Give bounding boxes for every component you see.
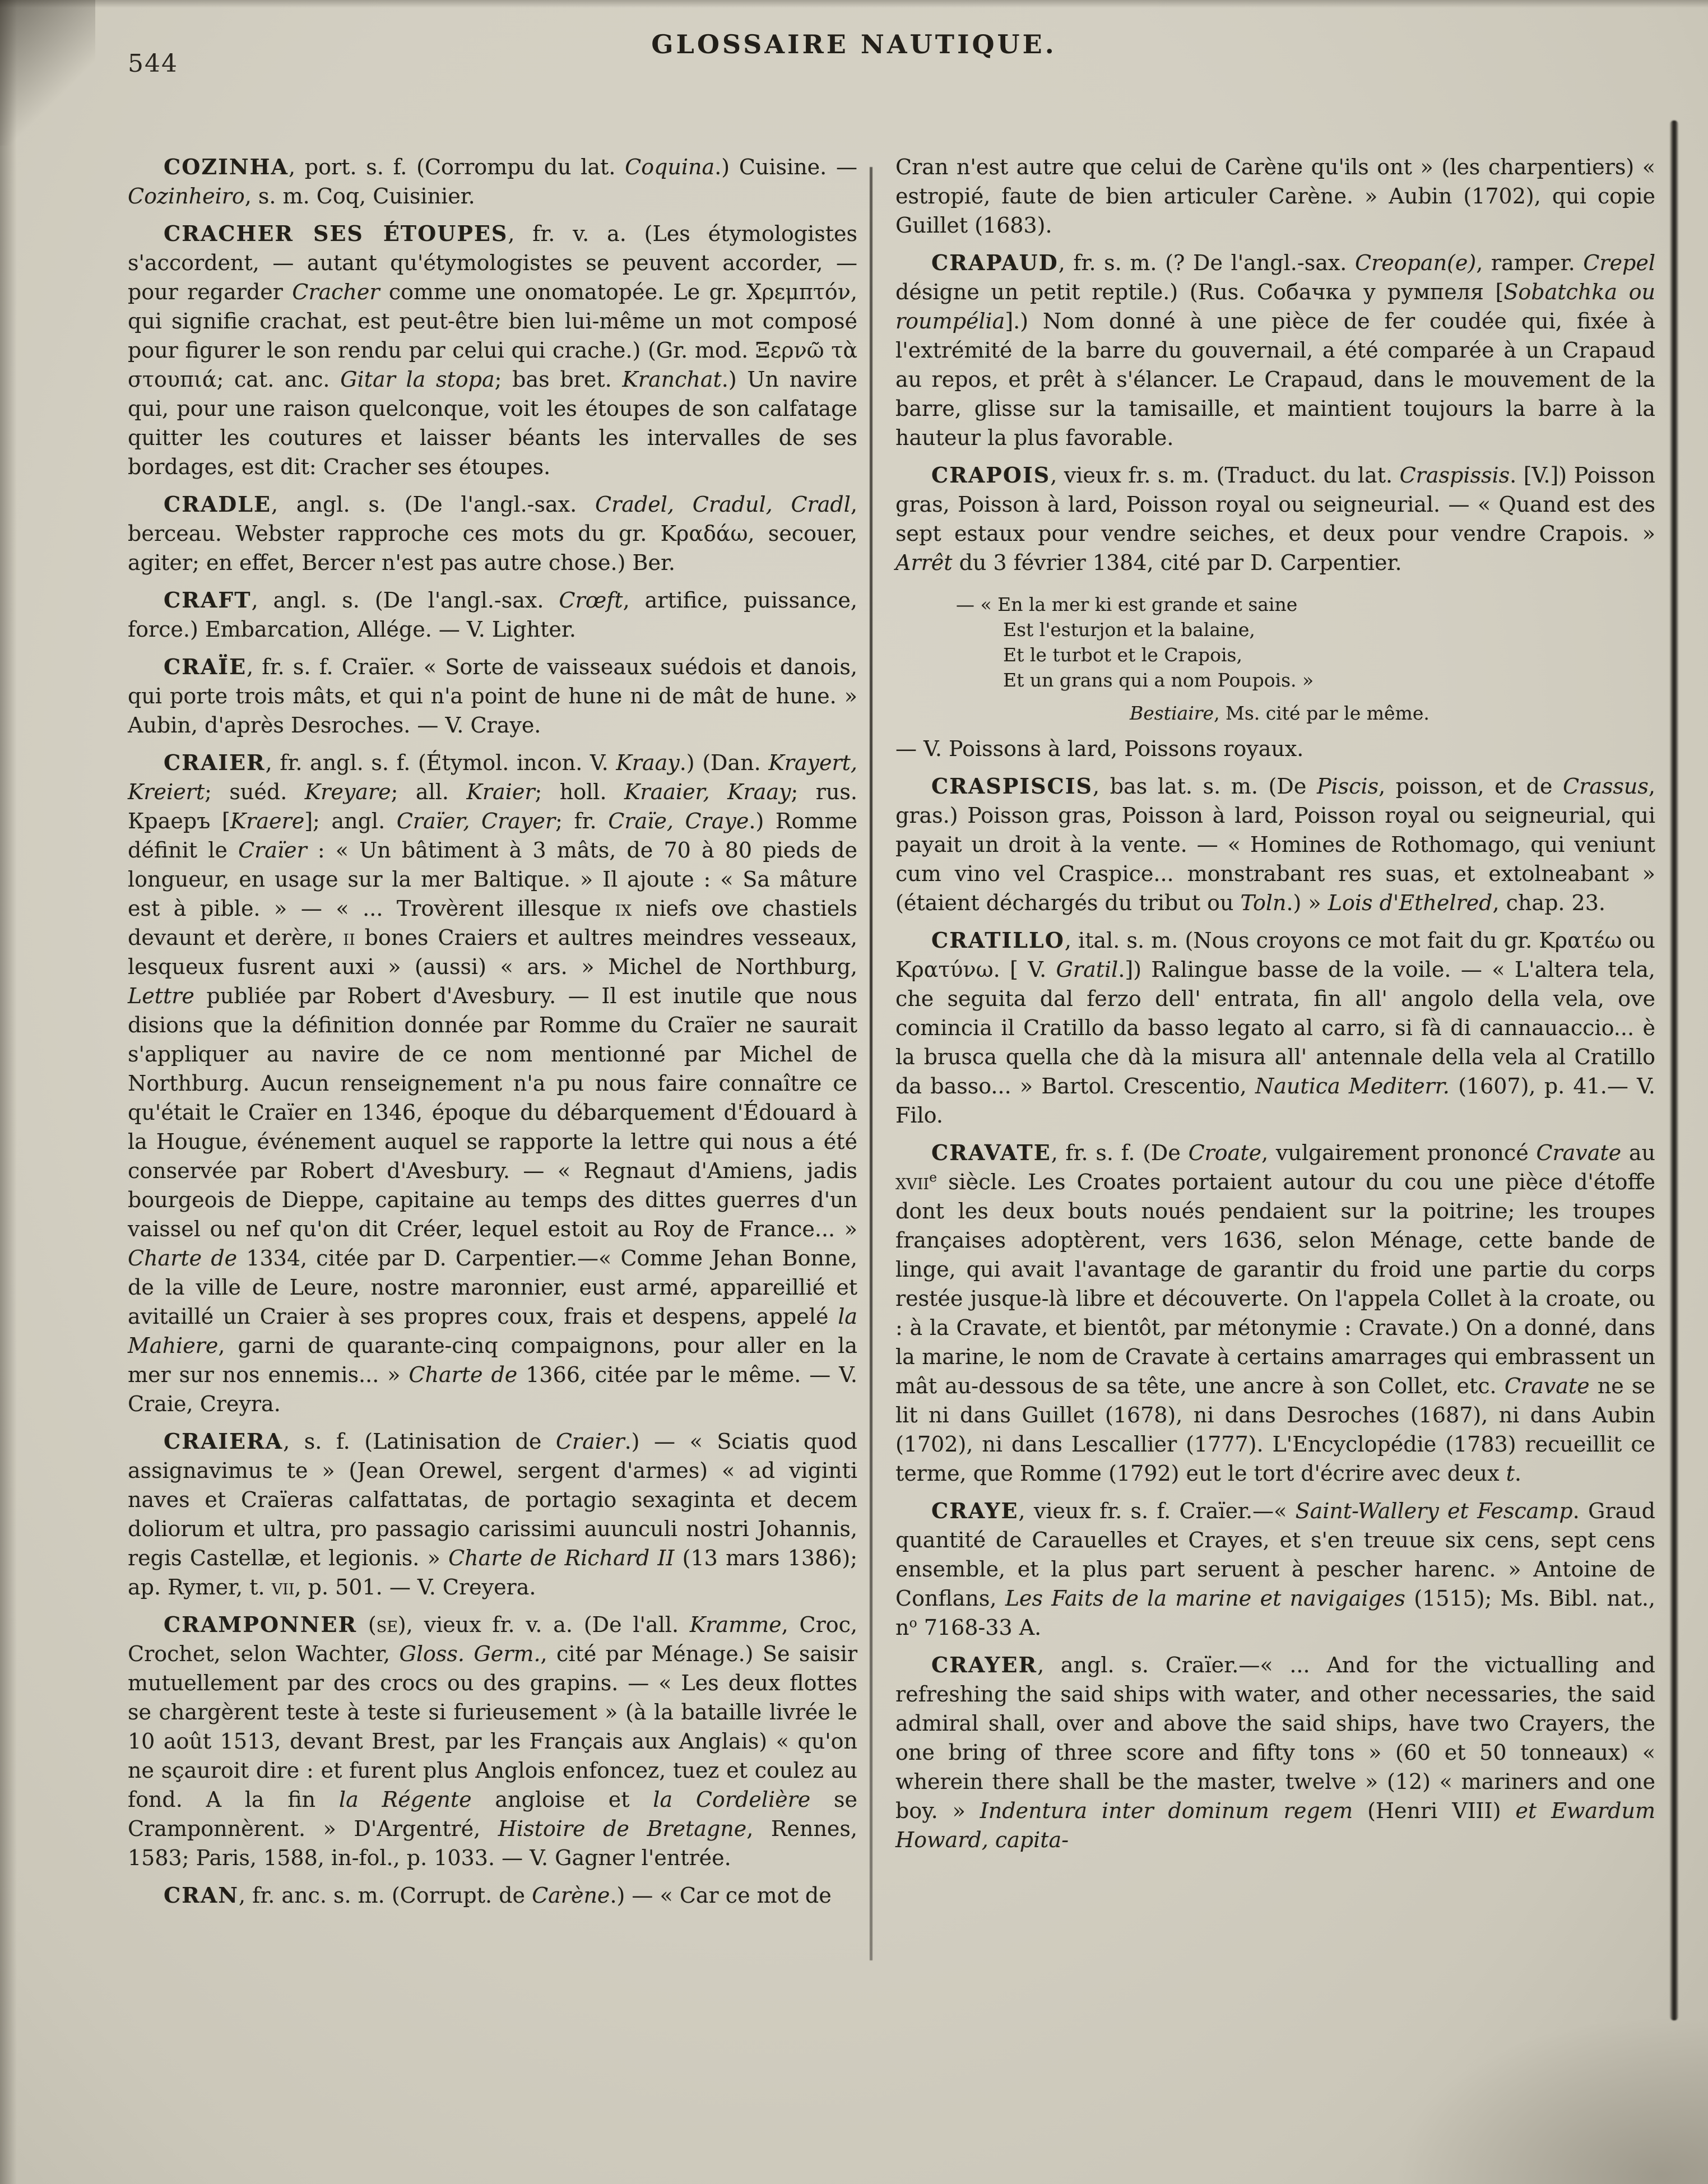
entry-cradle <box>128 490 857 577</box>
text-segment: publiée par Robert d'Avesbury. — Il est inutile que nous disions que la définition donnée par Romme du Craïer ne saurait s'appliquer au navire de ce nom mentionné par Michel de Northburg. Aucun renseignement n'a pu nous faire connaître ce qu'était le Craïer en 1346, époque du débarquement d'Édouard à la Hougue, événement auquel se rapporte la lettre qui nous a été conservée par Robert d'Avesbury. — « Regnaut d'Amiens, jadis bourgeois de Dieppe, capitaine au temps des dittes guerres d'un vaissel ou nef qu'on dit Créer, lequel estoit au Roy de France... » <box>128 984 857 1241</box>
page-top-shadow <box>0 0 1708 8</box>
entry-paragraph <box>895 1496 1655 1642</box>
entry-paragraph <box>128 1610 857 1872</box>
text-segment: , s. m. Coq, Cuisinier. <box>244 184 475 208</box>
entry-paragraph <box>128 219 857 481</box>
text-segment: e <box>929 1169 937 1185</box>
headword: CRAVATE <box>931 1140 1051 1165</box>
text-segment: , fr. s. f. Craïer. « Sorte de vaisseaux suédois et danois, qui porte trois mâts, et qui n'a point de hune ni de mât de hune. » Aubin, d'après Desroches. — V. Craye. <box>128 655 857 738</box>
text-segment: , Croc, Crochet, selon Wachter, <box>128 1612 857 1666</box>
text-segment: , fr. angl. s. f. (Étymol. incon. V. <box>265 750 616 775</box>
page-bottom-right-blotch <box>1394 2016 1708 2184</box>
text-segment: ne se lit ni dans Guillet (1678), ni dans Desroches (1687), ni dans Aubin (1702), ni dans Lescallier (1777). L'Encyclopédie (1783) recueillit ce terme, que Romme (1792) eut le tort d'écrire avec deux <box>895 1374 1656 1486</box>
entry-paragraph <box>128 586 857 644</box>
text-segment: ( <box>357 1612 377 1637</box>
text-segment: .) Un navire qui, pour une raison quelconque, voit les étoupes de son calfatage quitter les coutures et laisser béants les intervalles de ses bordages, est dit: Cracher ses étoupes. <box>128 367 858 479</box>
text-segment: Kraier <box>466 780 535 804</box>
text-segment: Gloss. Germ. <box>399 1642 541 1666</box>
text-segment: Sobatchka ou roumpélia <box>895 280 1655 333</box>
headword: CRAPAUD <box>931 250 1059 275</box>
text-segment: Charte de Richard II <box>448 1546 675 1570</box>
text-segment: Creopan(e) <box>1355 251 1477 275</box>
entry-crapois-see-also <box>895 734 1655 763</box>
text-segment: désigne un petit reptile.) (Rus. Собачка у румпеля [ <box>895 280 1504 304</box>
entry-paragraph <box>128 748 857 1418</box>
text-segment: Cravate <box>1504 1374 1590 1398</box>
text-segment: Craïer, Crayer <box>396 809 556 833</box>
text-segment: Cracher <box>292 280 380 304</box>
verse-line: Et le turbot et le Crapois, <box>1003 644 1242 666</box>
headword: CRADLE <box>164 491 271 517</box>
text-segment: , vieux fr. s. f. Craïer.—« <box>1018 1499 1296 1523</box>
text-segment: 1366, citée par le même. — V. Craie, Creyra. <box>128 1362 858 1416</box>
text-segment: . Graud quantité de Carauelles et Crayes, et s'en treuue six cens, sept cens ensemble, et la plus part seruent à pescher harenc. » Antoine de Conflans, <box>895 1499 1655 1611</box>
entry-craie <box>128 652 857 740</box>
text-segment: Kranchat <box>622 367 722 392</box>
text-segment: ]; angl. <box>304 809 397 833</box>
text-segment: , poisson, et de <box>1379 774 1563 799</box>
verse-attribution <box>1130 701 1655 726</box>
text-segment: Craïe, Craye <box>608 809 749 833</box>
entry-paragraph <box>895 926 1655 1130</box>
text-segment: Piscis <box>1316 774 1379 799</box>
text-segment: se <box>376 1612 398 1637</box>
headword: CRAFT <box>164 587 252 613</box>
text-segment: Kraay <box>616 750 680 775</box>
text-segment: , Ms. cité par le même. <box>1214 702 1429 724</box>
headword: CRAIERA <box>164 1429 284 1454</box>
text-segment: .) (Dan. <box>679 750 769 775</box>
text-segment: , angl. s. (De l'angl.-sax. <box>251 588 559 613</box>
text-segment: ix <box>615 896 632 921</box>
entry-paragraph <box>895 734 1655 763</box>
text-segment: 7168-33 A. <box>917 1615 1042 1640</box>
text-segment: , angl. s. (De l'angl.-sax. <box>271 492 595 517</box>
entry-paragraph <box>128 152 857 211</box>
text-segment: Krayert, Kreiert <box>128 750 857 804</box>
entry-crayer <box>895 1650 1655 1854</box>
verse-line: — « En la mer ki est grande et saine <box>956 593 1298 615</box>
text-segment: comme une onomatopée. Le gr. Χρεμπτόν, qui signifie crachat, est peut-être bien lui-même un mot composé pour figurer le son rendu par celui qui crache.) (Gr. mod. Ξερνῶ τὰ στουπιά; cat. anc. <box>128 280 857 392</box>
text-segment: , artifice, puissance, force.) Embarcation, Allége. — V. Lighter. <box>128 588 857 642</box>
text-segment: Craïer <box>238 838 307 863</box>
text-segment: , ramper. <box>1476 251 1584 275</box>
text-segment: Cozinheiro <box>128 184 245 208</box>
entry-cramponner <box>128 1610 857 1872</box>
text-segment: vii <box>271 1575 295 1599</box>
text-segment: , Rennes, 1583; Paris, 1588, in-fol., p. 1033. — V. Gagner l'entrée. <box>128 1816 857 1870</box>
text-segment: Cravate <box>1536 1140 1622 1165</box>
entry-cratillo <box>895 926 1655 1130</box>
text-segment: (1515); Ms. Bibl. nat., n <box>895 1586 1655 1640</box>
text-segment: ; bas bret. <box>494 367 623 392</box>
verse-line: Et un grans qui a nom Poupois. » <box>1003 669 1314 691</box>
text-segment: ; holl. <box>535 780 625 804</box>
text-segment: Cran n'est autre que celui de Carène qu'ils ont » (les charpentiers) « estropié, faute de bien articuler Carène. » Aubin (1702), qui copie Guillet (1683). <box>895 155 1655 238</box>
headword: CRAYER <box>931 1652 1038 1677</box>
text-segment: , fr. s. f. (De <box>1051 1140 1189 1165</box>
entry-paragraph <box>895 1138 1655 1488</box>
text-segment: t <box>1506 1461 1515 1486</box>
text-segment: ii <box>343 925 355 950</box>
entry-crapaud <box>895 248 1655 452</box>
text-segment: Craier <box>555 1429 625 1454</box>
text-segment: Kraere <box>230 809 305 833</box>
entry-paragraph <box>895 152 1655 240</box>
text-segment: ; fr. <box>555 809 609 833</box>
left-column <box>128 152 857 1910</box>
entry-paragraph <box>895 772 1655 917</box>
headword: CRAPOIS <box>931 462 1051 488</box>
headword: CRAYE <box>931 1498 1019 1523</box>
entry-cracher-ses-etoupes <box>128 219 857 481</box>
verse-line: Est l'esturjon et la balaine, <box>1003 619 1255 641</box>
text-segment: , gras.) Poisson gras, Poisson à lard, Poisson royal ou seigneurial, qui payait un droit à la vente. — « Homines de Rothomago, qui veniunt cum vino vel Craspice... monstrabant res suas, et extolneabant » (étaient déchargés du tribut ou <box>895 774 1655 915</box>
entry-paragraph <box>895 461 1655 577</box>
text-segment: Arrêt <box>895 550 953 575</box>
text-segment: Crassus <box>1563 774 1649 799</box>
text-segment: ].) Nom donné à une pièce de fer coudée qui, fixée à l'extrémité de la barre du gouvernail, a été comparée à un Crapaud au repos, et prêt à s'élancer. Le Crapaud, dans le mouvement de la barre, glisse sur la tamisaille, et maintient toujours la barre à la hauteur la plus favorable. <box>895 309 1655 450</box>
text-segment: (Henri VIII) <box>1353 1798 1516 1823</box>
text-segment: .) » <box>1286 891 1328 915</box>
text-segment: , fr. v. a. (Les étymologistes s'accordent, — autant qu'étymologistes se peuvent accorder, — pour regarder <box>128 221 857 304</box>
text-segment: , angl. s. Craïer.—« ... And for the victualling and refreshing the said ships with water, and other necessaries, the said admiral shall, over and above the said ships, have two Crayers, the one bring of three score and fifty tons » (60 et 50 tonneaux) « wherein there shall be the master, twelve » (12) « mariners and one boy. » <box>895 1653 1655 1823</box>
entry-cran-continuation <box>895 152 1655 240</box>
headword: CRATILLO <box>931 928 1065 953</box>
text-segment: au <box>1621 1140 1655 1165</box>
entry-craspiscis <box>895 772 1655 917</box>
text-segment: , fr. s. m. (? De l'angl.-sax. <box>1058 251 1355 275</box>
text-segment: Lettre <box>128 984 194 1008</box>
text-segment: Indentura inter dominum regem <box>980 1798 1353 1823</box>
entry-craft <box>128 586 857 644</box>
entry-crapois-verse <box>895 592 1655 726</box>
text-segment: bones Craiers et aultres meindres vesseaux, lesqueux fusrent auxi » (aussi) « ars. » Michel de Northburg, <box>128 925 857 979</box>
text-segment: Gratil <box>1056 957 1118 982</box>
entry-cozinha <box>128 152 857 211</box>
text-segment: Cradel, Cradul, Cradl <box>595 492 851 517</box>
entry-craiera <box>128 1427 857 1602</box>
text-segment: Crepel <box>1583 251 1655 275</box>
text-segment: , s. f. (Latinisation de <box>283 1429 556 1454</box>
text-segment: , port. s. f. (Corrompu du lat. <box>288 155 625 179</box>
text-segment: Gitar la stopa <box>340 367 495 392</box>
text-segment: .) — « Car ce mot de <box>610 1883 832 1908</box>
headword: CRACHER SES ÉTOUPES <box>164 221 508 246</box>
text-segment: niefs ove chastiels devaunt et derère, <box>128 896 857 950</box>
text-segment: Kramme <box>689 1612 782 1637</box>
text-segment: Kraaier, Kraay <box>624 780 791 804</box>
entry-paragraph <box>128 1881 857 1910</box>
text-segment: Carène <box>532 1883 610 1908</box>
text-segment: angloise et <box>471 1787 653 1812</box>
text-segment: . <box>1514 1461 1521 1486</box>
headword: CRAÏE <box>164 654 247 679</box>
text-segment: la Mahiere <box>128 1304 857 1358</box>
text-segment: , garni de quarante-cinq compaignons, pour aller en la mer sur nos ennemis... » <box>128 1333 857 1387</box>
text-segment: ), vieux fr. v. a. (De l'all. <box>397 1612 690 1637</box>
text-segment: la Régente <box>338 1787 472 1812</box>
page-corner-shadow <box>0 0 95 146</box>
entry-paragraph <box>128 1427 857 1602</box>
headword: CRAN <box>164 1882 239 1908</box>
running-title: GLOSSAIRE NAUTIQUE. <box>651 29 1057 59</box>
headword: CRASPISCIS <box>931 773 1093 799</box>
text-segment: Les Faits de la marine et navigaiges <box>1005 1586 1405 1611</box>
entry-cravate <box>895 1138 1655 1488</box>
text-segment: Kreyare <box>304 780 391 804</box>
text-segment: : « Un bâtiment à 3 mâts, de 70 à 80 pieds de longueur, en usage sur la mer Baltique. » Il ajoute : « Sa mâture est à pible. » — « ... Trovèrent illesque <box>128 838 857 921</box>
text-segment: Crœft <box>559 588 623 613</box>
page-number: 544 <box>128 49 178 78</box>
text-segment: . [V.]) Poisson gras, Poisson à lard, Poisson royal ou seigneurial. — « Quand est des sept estaux pour vendre seiches, et deux pour vendre Crapois. » <box>895 463 1655 546</box>
text-segment: 1334, citée par D. Carpentier.—« Comme Jehan Bonne, de la ville de Leure, nostre maronnier, eust armé, appareillié et avitaillé un Craier à ses propres coux, frais et despens, appelé <box>128 1246 857 1329</box>
text-segment: Lois d'Ethelred <box>1328 891 1493 915</box>
text-segment: la Cordelière <box>653 1787 811 1812</box>
text-segment: Charte de <box>409 1362 518 1387</box>
text-segment: .) — « Sciatis quod assignavimus te » (Jean Orewel, sergent d'armes) « ad viginti naves et Craïeras calfattatas, de portagio sexaginta et decem doliorum et ultra, pro passagio carissimi auunculi nostri Johannis, regis Castellæ, et legionis. » <box>128 1429 857 1570</box>
text-segment: Bestiaire <box>1130 702 1214 724</box>
text-segment: se Cramponnèrent. » D'Argentré, <box>128 1787 857 1841</box>
text-segment: ; rus. Краеръ [ <box>128 780 857 833</box>
text-segment: .) Cuisine. — <box>714 155 857 179</box>
text-segment: , chap. 23. <box>1492 891 1605 915</box>
text-segment: xvii <box>895 1170 930 1194</box>
entry-paragraph <box>895 1650 1655 1854</box>
text-segment: Toln <box>1240 891 1287 915</box>
headword: CRAMPONNER <box>164 1612 358 1637</box>
entry-craye <box>895 1496 1655 1642</box>
text-segment: , ital. s. m. (Nous croyons ce mot fait du gr. Κρατέω ou Κρατύνω. [ V. <box>895 928 1655 982</box>
text-segment: (13 mars 1386); ap. Rymer, t. <box>128 1546 857 1599</box>
entry-craier <box>128 748 857 1418</box>
text-segment: .) Romme définit le <box>128 809 857 863</box>
page-edge-line <box>1670 120 1678 2020</box>
text-segment: o <box>909 1615 917 1631</box>
right-column <box>895 152 1655 1854</box>
text-segment: , fr. anc. s. m. (Corrupt. de <box>239 1883 532 1908</box>
text-segment: Craspissis <box>1399 463 1510 488</box>
text-segment: , cité par Ménage.) Se saisir mutuellement par des crocs ou des grapins. — « Les deux flottes se chargèrent teste à teste si furieusement » (à la bataille livrée le 10 août 1513, devant Brest, par les Français aux Anglais) « qu'on ne sçauroit dire : et furent plus Anglois enfoncez, tuez et coulez au fond. A la fin <box>128 1642 858 1812</box>
text-segment: du 3 février 1384, cité par D. Carpentier. <box>952 550 1402 575</box>
text-segment: , bas lat. s. m. (De <box>1093 774 1317 799</box>
text-segment: , berceau. Webster rapproche ces mots du gr. Κραδάω, secouer, agiter; en effet, Bercer n'est pas autre chose.) Ber. <box>128 492 857 575</box>
text-segment: , vulgairement prononcé <box>1261 1140 1537 1165</box>
text-segment: ; suéd. <box>205 780 305 804</box>
text-segment: et Ewardum Howard, capita- <box>895 1798 1655 1852</box>
text-segment: siècle. Les Croates portaient autour du cou une pièce d'étoffe dont les deux bouts noués pendaient sur la poitrine; les troupes françaises adoptèrent, vers 1636, selon Ménage, cette bande de linge, qui avait l'avantage de garantir du froid une partie du corps restée jusque-là libre et découverte. On l'appela Collet à la croate, ou : à la Cravate, et bientôt, par métonymie : Cravate.) On a donné, dans la marine, le nom de Cravate à certains amarrages qui embrassent un mât au-dessous de sa tête, une ancre à son Collet, etc. <box>895 1170 1655 1398</box>
text-segment: .]) Ralingue basse de la voile. — « L'altera tela, che seguita dal ferzo dell' entrata, fin all' angolo della vela, ove comincia il Cratillo da basso legato al carro, si fà di cannauaccio... è la brusca quella che dà la misura all' antennale della vela al Cratillo da basso... » Bartol. Crescentio, <box>895 957 1655 1098</box>
entry-paragraph <box>128 490 857 577</box>
text-segment: , vieux fr. s. m. (Traduct. du lat. <box>1050 463 1400 488</box>
page-left-shadow <box>0 0 17 2184</box>
text-segment: Charte de <box>128 1246 238 1270</box>
text-segment: Nautica Mediterr. <box>1255 1074 1450 1098</box>
entry-paragraph <box>128 652 857 740</box>
text-segment: Croate <box>1188 1140 1262 1165</box>
text-segment: , p. 501. — V. Creyera. <box>294 1575 536 1599</box>
text-segment: Coquina <box>625 155 715 179</box>
text-segment: — V. Poissons à lard, Poissons royaux. <box>895 736 1304 761</box>
headword: COZINHA <box>164 154 289 179</box>
entry-crapois <box>895 461 1655 577</box>
headword: CRAIER <box>164 750 266 775</box>
text-segment: Saint-Wallery et Fescamp <box>1295 1499 1573 1523</box>
text-segment: ; all. <box>391 780 467 804</box>
entry-paragraph <box>895 248 1655 452</box>
text-segment: (1607), p. 41.— V. Filo. <box>895 1074 1655 1128</box>
text-segment: Histoire de Bretagne <box>498 1816 747 1841</box>
column-rule <box>870 167 872 1960</box>
entry-cran <box>128 1881 857 1910</box>
